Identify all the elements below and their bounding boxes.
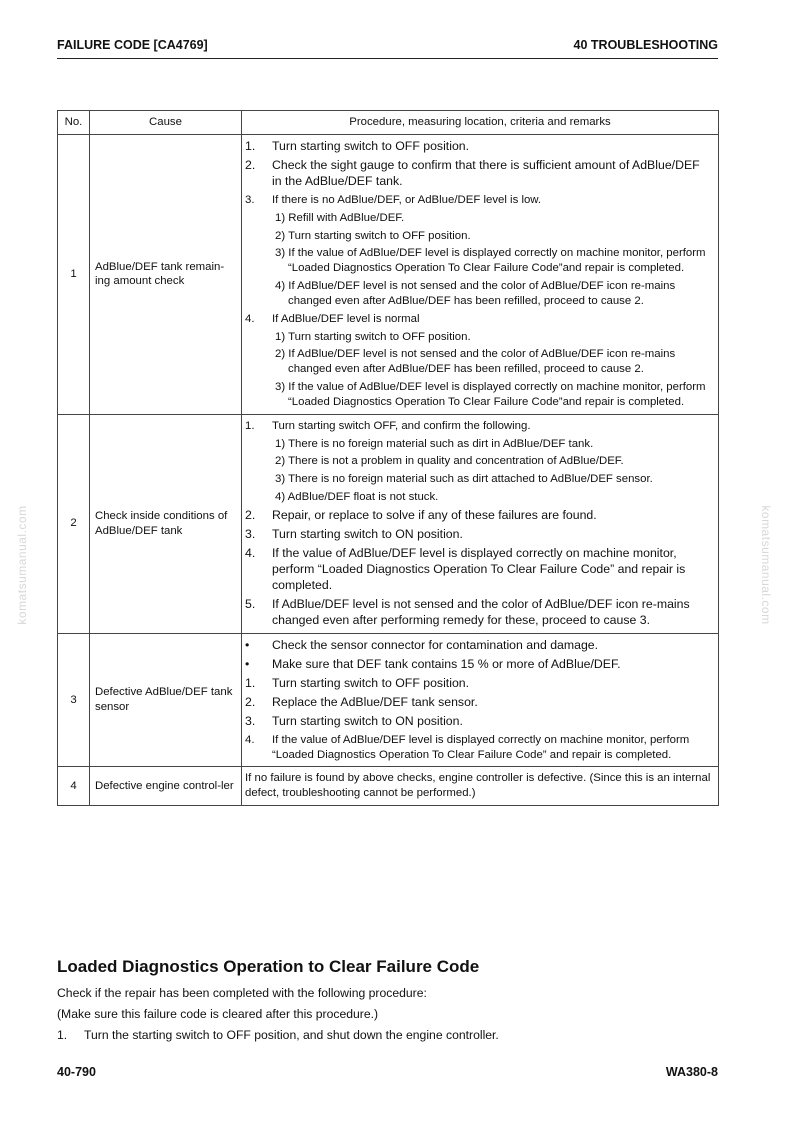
- step-text: If the value of AdBlue/DEF level is displayed correctly on machine monitor, perform “Loaded Diagnostics Operation To Clear Failure Code” and repair is completed.: [272, 545, 686, 592]
- step-text: Turn the starting switch to OFF position, and shut down the engine controller.: [84, 1028, 499, 1042]
- step-marker: 2.: [245, 507, 256, 522]
- section-paragraph: Check if the repair has been completed with the following procedure:: [57, 986, 427, 1000]
- table-row: [58, 633, 719, 767]
- row-cause: Defective engine control-ler: [90, 767, 242, 806]
- row-number: 4: [58, 767, 90, 806]
- procedure-substep: 2) There is not a problem in quality and concentration of AdBlue/DEF.: [275, 455, 624, 468]
- step-text: Turn starting switch to OFF position.: [272, 675, 470, 690]
- step-text: Turn starting switch to ON position.: [272, 713, 463, 728]
- step-marker: 2.: [245, 157, 256, 172]
- procedure-substep: 1) There is no foreign material such as dirt in AdBlue/DEF tank.: [275, 437, 594, 450]
- step-text: Make sure that DEF tank contains 15 % or more of AdBlue/DEF.: [272, 656, 621, 671]
- row-number: 3: [58, 633, 90, 767]
- step-text: Check the sight gauge to confirm that there is sufficient amount of AdBlue/DEF in the AdBlue/DEF tank.: [272, 157, 700, 188]
- table-row: [58, 767, 719, 806]
- section-title: Loaded Diagnostics Operation to Clear Failure Code: [57, 957, 480, 976]
- procedure-step: [245, 597, 712, 629]
- procedure-substep: 4) AdBlue/DEF float is not stuck.: [275, 491, 439, 504]
- header-section: 40 TROUBLESHOOTING: [573, 38, 718, 52]
- row-procedure: [242, 633, 719, 767]
- header-procedure: Procedure, measuring location, criteria and remarks: [242, 111, 719, 135]
- page-number: 40-790: [57, 1065, 96, 1079]
- row-procedure: If no failure is found by above checks, engine controller is defective. (Since this is an internal defect, troubleshooting cannot be performed.): [242, 767, 719, 806]
- step-text: Turn starting switch to ON position.: [272, 526, 463, 541]
- procedure-step: [245, 714, 712, 730]
- step-text: If AdBlue/DEF level is not sensed and the color of AdBlue/DEF icon re-mains changed even after performing remedy for these, proceed to cause 3.: [272, 596, 690, 627]
- step-text: Check the sensor connector for contamination and damage.: [272, 637, 599, 652]
- step-marker: 1.: [245, 675, 256, 690]
- row-procedure: [242, 414, 719, 633]
- row-cause: Defective AdBlue/DEF tank sensor: [90, 633, 242, 767]
- procedure-step: [245, 657, 712, 673]
- step-marker: 4.: [245, 545, 256, 560]
- watermark-left: komatsumanual.com: [15, 505, 29, 625]
- procedure-step: [245, 193, 712, 208]
- step-marker: 4.: [245, 312, 255, 325]
- header-cause: Cause: [90, 111, 242, 135]
- header-no: No.: [58, 111, 90, 135]
- step-text: Replace the AdBlue/DEF tank sensor.: [272, 694, 478, 709]
- step-marker: •: [245, 637, 250, 652]
- step-marker: 1.: [245, 139, 256, 153]
- row-cause: AdBlue/DEF tank remain-ing amount check: [90, 135, 242, 415]
- step-marker: 5.: [245, 596, 256, 611]
- table-row: [58, 135, 719, 415]
- step-marker: 2.: [245, 694, 256, 709]
- step-marker: 3.: [245, 526, 256, 541]
- step-text: Turn starting switch to OFF position.: [272, 139, 470, 153]
- row-procedure: [242, 135, 719, 415]
- procedure-substep: 3) If the value of AdBlue/DEF level is displayed correctly on machine monitor, perform “Loaded Diagnostics Operation To Clear Failure Code”and repair is completed.: [275, 247, 706, 275]
- section-step: [57, 1028, 718, 1042]
- table-row: [58, 414, 719, 633]
- procedure-step: [245, 312, 712, 327]
- procedure-step: [245, 419, 712, 434]
- page-header: [57, 38, 718, 59]
- step-text: If AdBlue/DEF level is normal: [272, 312, 420, 325]
- procedure-substep: 2) Turn starting switch to OFF position.: [275, 229, 471, 242]
- row-number: 2: [58, 414, 90, 633]
- model-number: WA380-8: [665, 1065, 718, 1079]
- step-number: 1.: [57, 1028, 68, 1042]
- step-marker: 3.: [245, 713, 256, 728]
- row-number: 1: [58, 135, 90, 415]
- step-marker: 1.: [245, 419, 255, 432]
- step-text: If there is no AdBlue/DEF, or AdBlue/DEF level is low.: [272, 193, 542, 206]
- table-header-row: [58, 111, 719, 135]
- row-cause: Check inside conditions of AdBlue/DEF tank: [90, 414, 242, 633]
- procedure-step: [245, 733, 712, 763]
- watermark-right: komatsumanual.com: [759, 505, 773, 625]
- step-text: Turn starting switch OFF, and confirm the following.: [272, 419, 531, 432]
- step-text: Repair, or replace to solve if any of these failures are found.: [272, 507, 597, 522]
- page-footer: [57, 1065, 718, 1079]
- procedure-step: [245, 546, 712, 594]
- step-marker: •: [245, 656, 250, 671]
- procedure-substep: 2) If AdBlue/DEF level is not sensed and the color of AdBlue/DEF icon re-mains changed even after AdBlue/DEF has been refilled, proceed to cause 2.: [275, 348, 676, 376]
- section-note: (Make sure this failure code is cleared after this procedure.): [57, 1007, 379, 1021]
- procedure-substep: 1) Turn starting switch to OFF position.: [275, 330, 471, 343]
- procedure-step: [245, 676, 712, 692]
- header-title: FAILURE CODE [CA4769]: [57, 38, 208, 52]
- clear-failure-section: [57, 957, 718, 1042]
- procedure-step: [245, 508, 712, 524]
- procedure-substep: 3) If the value of AdBlue/DEF level is displayed correctly on machine monitor, perform “Loaded Diagnostics Operation To Clear Failure Code”and repair is completed.: [275, 381, 706, 408]
- procedure-step: [245, 158, 712, 190]
- procedure-step: [245, 527, 712, 543]
- procedure-step: [245, 139, 712, 155]
- procedure-step: [245, 695, 712, 711]
- procedure-substep: 4) If AdBlue/DEF level is not sensed and the color of AdBlue/DEF icon re-mains changed even after AdBlue/DEF has been refilled, proceed to cause 2.: [275, 280, 676, 307]
- step-marker: 3.: [245, 193, 255, 206]
- table-body: [58, 135, 719, 806]
- procedure-substep: 3) There is no foreign material such as dirt attached to AdBlue/DEF sensor.: [275, 473, 653, 486]
- procedure-substep: 1) Refill with AdBlue/DEF.: [275, 211, 405, 224]
- troubleshooting-table: [57, 110, 719, 806]
- step-marker: 4.: [245, 733, 255, 746]
- procedure-step: [245, 638, 712, 654]
- step-text: If the value of AdBlue/DEF level is displayed correctly on machine monitor, perform “Loaded Diagnostics Operation To Clear Failure Code” and repair is completed.: [272, 733, 690, 761]
